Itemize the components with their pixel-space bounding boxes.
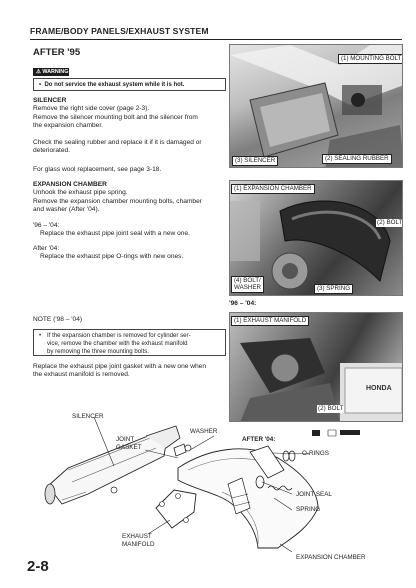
silencer-line: Remove the right side cover (page 2-3). (33, 105, 150, 113)
photo-expansion-chamber (229, 180, 403, 296)
label-exhaust-manifold: (1) EXHAUST MANIFOLD (231, 316, 309, 326)
label-spring: (3) SPRING (314, 284, 353, 294)
expansion-block (33, 181, 228, 215)
photo3-caption: '96 – '04: (229, 300, 257, 307)
label-sealing-rubber: (2) SEALING RUBBER (322, 154, 392, 164)
bullet-icon: • (39, 332, 42, 339)
silencer-block (33, 97, 228, 131)
diagram-label-joint-gasket (116, 436, 142, 451)
label-mounting-bolt: (1) MOUNTING BOLT (338, 54, 403, 64)
silencer-line: Remove the silencer mounting bolt and the silencer from (33, 113, 198, 121)
washer-bolt-part (174, 444, 191, 456)
label-bolt-washer-line: (4) BOLT/ (234, 277, 261, 284)
note-line: by removing the three mounting bolts. (47, 348, 149, 356)
check-line: deteriorated. (33, 147, 71, 155)
gasket-line: Replace the exhaust pipe joint gasket with a new one when (33, 363, 207, 370)
gasket-line: the exhaust manifold is removed. (33, 371, 130, 379)
expansion-heading: EXPANSION CHAMBER (33, 181, 107, 188)
label-silencer: (3) SILENCER (232, 156, 278, 166)
label-bolt-washer-line: WASHER (234, 284, 261, 292)
page-number: 2-8 (27, 558, 49, 575)
diagram-label-joint-seal: JOINT SEAL (296, 491, 332, 498)
joint-gasket-line: GASKET (116, 443, 142, 451)
silencer-line: the expansion chamber. (33, 122, 104, 130)
section-title: AFTER '95 (33, 47, 81, 58)
after04-block (33, 245, 228, 262)
label-bolt: (2) BOLT (318, 405, 344, 412)
warning-box (33, 78, 226, 91)
photo-silencer (229, 44, 403, 168)
note-line: vice, remove the chamber with the exhaust manifold (47, 340, 188, 348)
diagram-label-expansion-chamber: EXPANSION CHAMBER (296, 554, 366, 561)
page-header-title: FRAME/BODY PANELS/EXHAUST SYSTEM (30, 26, 209, 36)
warning-text: Do not service the exhaust system while it is hot. (44, 82, 185, 88)
bullet-icon: • (39, 82, 45, 88)
photo-exhaust-manifold (229, 312, 403, 422)
after04-label: After '04: (33, 245, 60, 252)
joint-gasket-line: JOINT (116, 436, 135, 443)
silencer-part (45, 426, 180, 504)
silencer-heading: SILENCER (33, 97, 67, 104)
expansion-line: Remove the expansion chamber mounting bolts, chamber (33, 197, 202, 205)
label-expansion-chamber: (1) EXPANSION CHAMBER (231, 184, 315, 194)
gasket-note (33, 363, 233, 380)
expansion-line: Unhook the exhaust pipe spring. (33, 189, 128, 197)
exhaust-manifold-part (156, 490, 196, 528)
expansion-line: and washer (After '04). (33, 206, 100, 214)
silencer-check (33, 139, 228, 156)
header-rule (30, 39, 402, 40)
diagram-label-washer: WASHER (190, 428, 218, 435)
diagram-label-spring: SPRING (296, 506, 321, 513)
honda-logo-text: HONDA (366, 385, 392, 392)
label-bolt: (2) BOLT (377, 219, 403, 226)
label-bolt-washer (231, 276, 264, 293)
check-line: Check the sealing rubber and replace it if it is damaged or (33, 139, 202, 146)
note-box (33, 329, 226, 356)
exhaust-manifold-line: MANIFOLD (122, 540, 155, 548)
diagram-label-silencer: SILENCER (72, 413, 104, 420)
y9604-block (33, 222, 228, 239)
note-title: NOTE ('98 – '04) (33, 316, 83, 323)
y9604-line: Replace the exhaust pipe joint seal with a new one. (40, 230, 190, 238)
note-line: If the expansion chamber is removed for cylinder ser- (47, 332, 191, 339)
glass-wool-note: For glass wool replacement, see page 3-18. (33, 166, 162, 173)
exhaust-manifold-line: EXHAUST (122, 533, 152, 540)
diagram-label-o-rings: O-RINGS (302, 450, 329, 457)
y9604-label: '96 – '04: (33, 222, 60, 229)
after04-line: Replace the exhaust pipe O-rings with new ones. (40, 253, 184, 261)
diagram-label-exhaust-manifold (122, 533, 155, 548)
diagram-label-after04: AFTER '04: (242, 436, 276, 443)
warning-badge: ⚠ WARNING (33, 68, 69, 76)
